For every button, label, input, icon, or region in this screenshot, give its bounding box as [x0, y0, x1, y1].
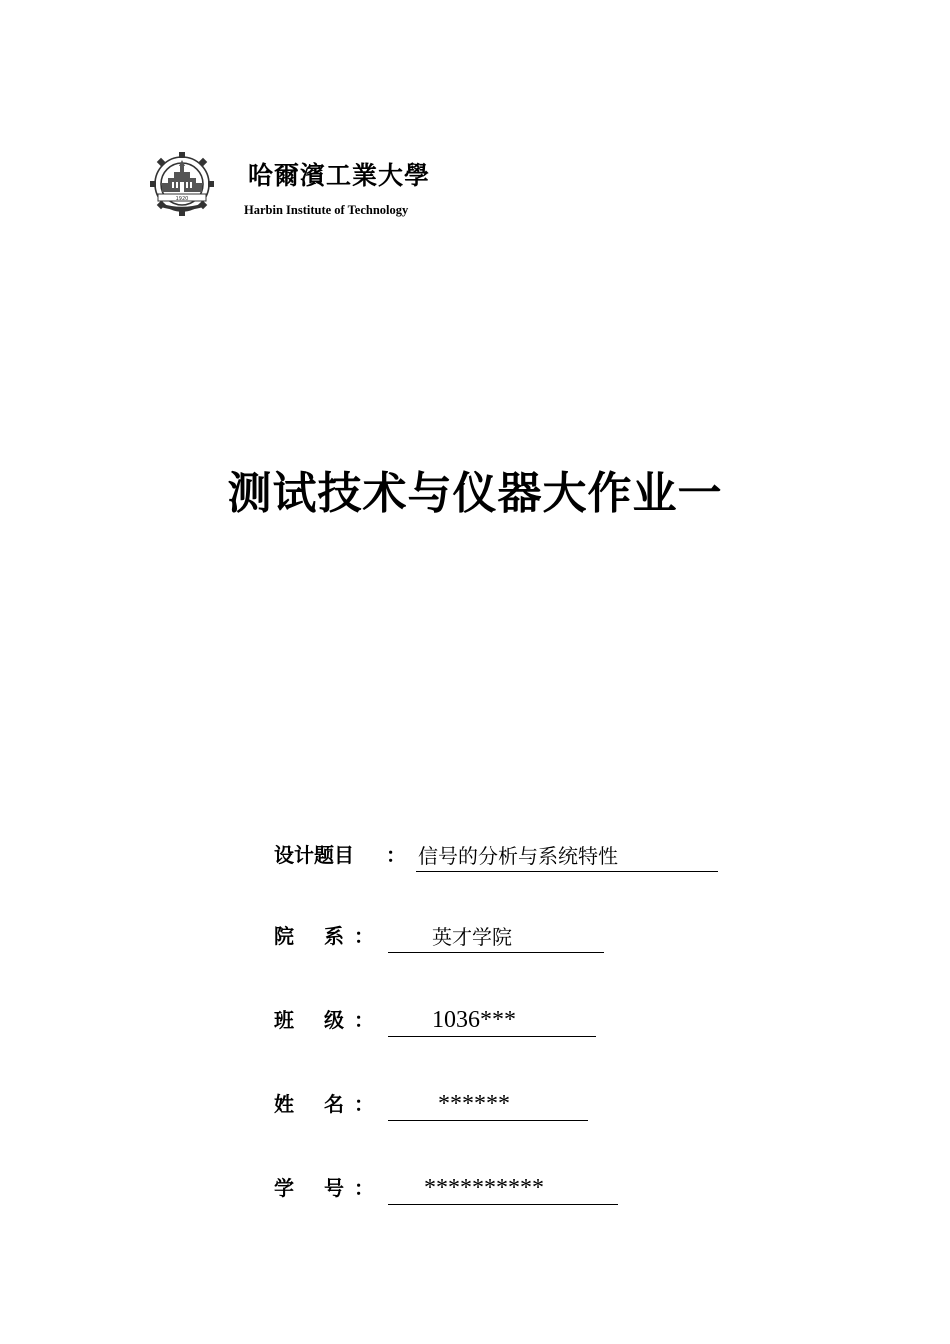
topic-colon: ：	[386, 843, 406, 867]
class-value: 1036***	[432, 1007, 516, 1033]
info-row-topic	[274, 836, 734, 872]
department-value-field	[388, 921, 604, 953]
department-label-char-2: 系	[324, 924, 344, 948]
info-row-department	[274, 917, 614, 953]
department-colon: ：	[354, 924, 374, 948]
department-value: 英才学院	[432, 925, 512, 949]
student-id-value: **********	[424, 1175, 544, 1201]
name-colon: ：	[354, 1092, 374, 1116]
student-id-colon: ：	[354, 1176, 374, 1200]
university-name-cn: 哈爾濱工業大學	[248, 161, 431, 190]
class-colon: ：	[354, 1008, 374, 1032]
info-row-name	[274, 1085, 614, 1121]
department-label-char-1: 院	[274, 924, 294, 948]
student-id-value-field	[388, 1175, 618, 1205]
university-name-en: Harbin Institute of Technology	[244, 203, 409, 217]
name-label-char-1: 姓	[274, 1092, 294, 1116]
name-label-char-2: 名	[324, 1092, 344, 1116]
info-row-student-id	[274, 1169, 634, 1205]
class-label-char-1: 班	[274, 1008, 294, 1032]
hit-emblem-icon	[148, 150, 216, 218]
info-row-class	[274, 1001, 614, 1037]
emblem-year: 1920	[175, 196, 189, 202]
university-header	[148, 150, 448, 222]
topic-value: 信号的分析与系统特性	[418, 844, 618, 868]
name-label	[274, 1088, 344, 1117]
class-label	[274, 1004, 344, 1033]
student-id-label	[274, 1172, 344, 1201]
document-title: 测试技术与仪器大作业一	[227, 468, 723, 519]
class-value-field	[388, 1007, 596, 1037]
name-value: ******	[438, 1091, 510, 1117]
student-id-label-char-1: 学	[274, 1176, 294, 1200]
topic-label: 设计题目	[274, 843, 354, 867]
student-id-label-char-2: 号	[324, 1176, 344, 1200]
name-value-field	[388, 1091, 588, 1121]
class-label-char-2: 级	[324, 1008, 344, 1032]
topic-value-field	[416, 840, 718, 872]
department-label	[274, 920, 344, 949]
